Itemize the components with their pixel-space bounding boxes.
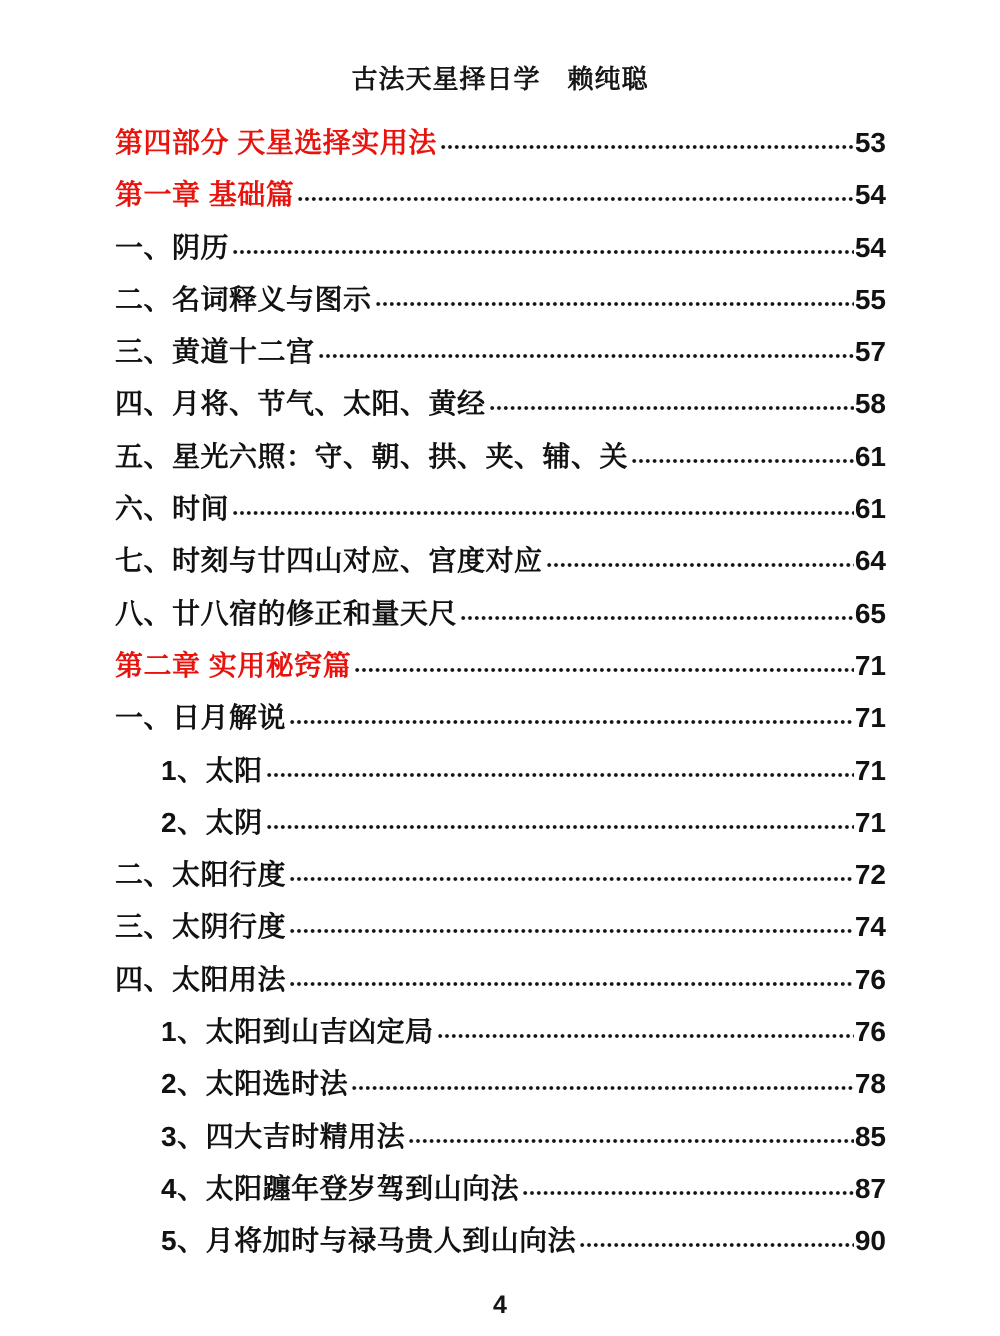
toc-dot-leader xyxy=(266,824,854,830)
toc-entry-page-number: 87 xyxy=(854,1172,886,1204)
toc-entry-page-number: 55 xyxy=(854,283,886,315)
toc-entry xyxy=(115,431,886,483)
toc-entry-page-number: 76 xyxy=(854,1016,886,1048)
toc-entry-label: 第二章 实用秘窍篇 xyxy=(115,649,352,681)
toc-entry xyxy=(115,169,886,221)
toc-entry-page-number: 71 xyxy=(854,649,886,681)
toc-dot-leader xyxy=(289,719,854,725)
toc-entry-page-number: 61 xyxy=(854,493,886,525)
toc-entry-page-number: 58 xyxy=(854,388,886,420)
toc-entry-page-number: 74 xyxy=(854,911,886,943)
toc-entry-label: 二、名词释义与图示 xyxy=(115,283,372,315)
toc-entry-label: 四、太阳用法 xyxy=(115,963,287,995)
toc-dot-leader xyxy=(440,144,854,150)
toc-entry-page-number: 57 xyxy=(854,336,886,368)
toc-entry xyxy=(115,1163,886,1215)
toc-entry-label: 2、太阳选时法 xyxy=(161,1068,349,1100)
toc-entry xyxy=(115,901,886,953)
toc-entry-page-number: 71 xyxy=(854,702,886,734)
toc-dot-leader xyxy=(489,405,854,411)
toc-entry-page-number: 64 xyxy=(854,545,886,577)
toc-entry-label: 五、星光六照：守、朝、拱、夹、辅、关 xyxy=(115,440,629,472)
toc-entry xyxy=(115,1006,886,1058)
toc-entry xyxy=(115,640,886,692)
toc-entry xyxy=(115,535,886,587)
toc-entry-label: 三、太阴行度 xyxy=(115,911,287,943)
toc-entry-label: 三、黄道十二宫 xyxy=(115,336,315,368)
toc-entry-label: 第一章 基础篇 xyxy=(115,179,295,211)
toc-dot-leader xyxy=(631,458,854,464)
toc-entry-label: 二、太阳行度 xyxy=(115,859,287,891)
toc-entry xyxy=(115,588,886,640)
toc-dot-leader xyxy=(289,981,854,987)
toc-entry xyxy=(115,274,886,326)
toc-entry-label: 1、太阳 xyxy=(161,754,263,786)
toc-entry-page-number: 76 xyxy=(854,963,886,995)
toc-entry-label: 一、日月解说 xyxy=(115,702,287,734)
toc-entry xyxy=(115,692,886,744)
toc-entry-label: 七、时刻与廿四山对应、宫度对应 xyxy=(115,545,543,577)
toc-dot-leader xyxy=(546,562,854,568)
toc-entry xyxy=(115,1215,886,1267)
toc-dot-leader xyxy=(232,510,854,516)
toc-entry-label: 六、时间 xyxy=(115,493,230,525)
toc-entry-page-number: 78 xyxy=(854,1068,886,1100)
toc-dot-leader xyxy=(579,1242,854,1248)
toc-entry xyxy=(115,1058,886,1110)
toc-dot-leader xyxy=(318,353,854,359)
toc-entry xyxy=(115,378,886,430)
footer-page-number: 4 xyxy=(493,1291,507,1319)
toc-entry-label: 四、月将、节气、太阳、黄经 xyxy=(115,388,486,420)
toc-dot-leader xyxy=(437,1033,854,1039)
page-title: 古法天星择日学 赖纯聪 xyxy=(351,64,649,94)
toc-dot-leader xyxy=(297,196,854,202)
toc-entry xyxy=(115,745,886,797)
toc-dot-leader xyxy=(354,667,854,673)
toc-entry-page-number: 71 xyxy=(854,754,886,786)
toc-dot-leader xyxy=(351,1085,854,1091)
toc-entry-page-number: 85 xyxy=(854,1120,886,1152)
toc-entry xyxy=(115,117,886,169)
toc-entry xyxy=(115,849,886,901)
toc-entry-page-number: 53 xyxy=(854,127,886,158)
toc-entry-page-number: 65 xyxy=(854,597,886,629)
toc-entry xyxy=(115,326,886,378)
toc-dot-leader xyxy=(232,249,854,255)
toc-entry-label: 第四部分 天星选择实用法 xyxy=(115,127,437,158)
toc-entry xyxy=(115,954,886,1006)
toc-entry-label: 1、太阳到山吉凶定局 xyxy=(161,1016,434,1048)
toc-entry xyxy=(115,483,886,535)
toc-dot-leader xyxy=(289,928,854,934)
toc-dot-leader xyxy=(289,876,854,882)
toc-dot-leader xyxy=(266,772,854,778)
toc-entry xyxy=(115,222,886,274)
toc-entry-label: 3、四大吉时精用法 xyxy=(161,1120,406,1152)
toc-entry-label: 2、太阴 xyxy=(161,806,263,838)
toc-dot-leader xyxy=(460,615,854,621)
toc-entry-label: 5、月将加时与禄马贵人到山向法 xyxy=(161,1225,577,1257)
table-of-contents xyxy=(0,117,1000,1268)
toc-entry-label: 一、阴历 xyxy=(115,231,230,263)
toc-entry-label: 八、廿八宿的修正和量天尺 xyxy=(115,597,458,629)
toc-dot-leader xyxy=(375,301,854,307)
toc-entry-page-number: 54 xyxy=(854,179,886,211)
toc-entry xyxy=(115,1111,886,1163)
toc-entry-page-number: 90 xyxy=(854,1225,886,1257)
toc-entry-page-number: 72 xyxy=(854,859,886,891)
toc-entry xyxy=(115,797,886,849)
toc-entry-page-number: 71 xyxy=(854,806,886,838)
toc-dot-leader xyxy=(408,1138,854,1144)
toc-entry-page-number: 54 xyxy=(854,231,886,263)
toc-entry-page-number: 61 xyxy=(854,440,886,472)
toc-dot-leader xyxy=(522,1190,854,1196)
toc-entry-label: 4、太阳躔年登岁驾到山向法 xyxy=(161,1172,520,1204)
